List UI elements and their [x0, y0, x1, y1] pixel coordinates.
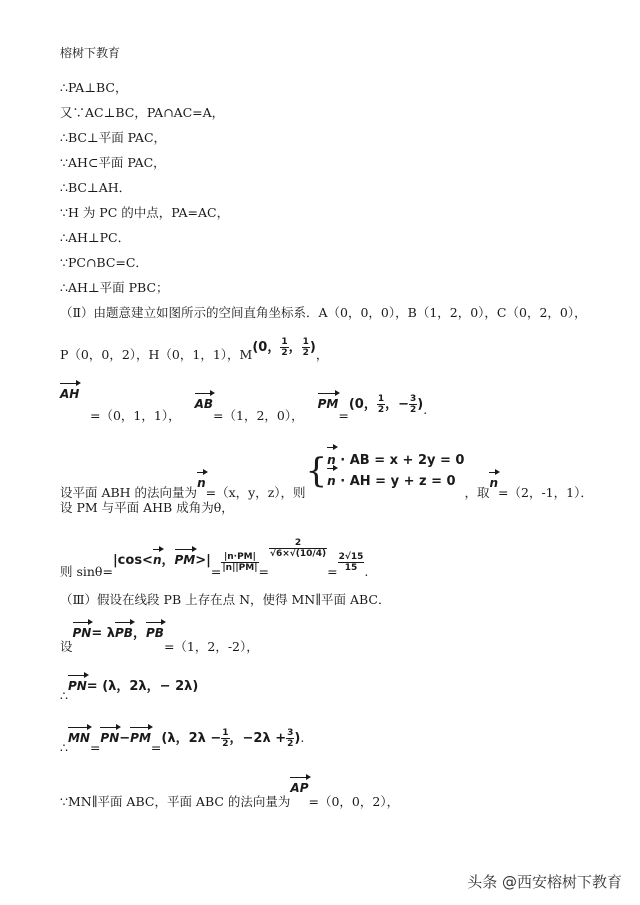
- system-brace: {: [305, 451, 328, 491]
- plane-normal-line: ∵MN∥平面 ABC，平面 ABC 的法向量为AP=（0，0，2），: [60, 781, 400, 809]
- proof-line-6: ∵H 为 PC 的中点，PA=AC，: [60, 205, 230, 220]
- vector-pn-line: 设PN= λPB，PB=（1，2，-2），: [60, 626, 259, 654]
- fraction-half: $\frac{1}{2}$: [377, 394, 385, 415]
- result-fraction: $\frac{2√15}{15}$: [338, 552, 364, 573]
- brand-header: 榕树下教育: [60, 46, 121, 60]
- fraction-three-half: $\frac{3}{2}$: [410, 394, 417, 415]
- proof-line-1: ∴PA⊥BC，: [60, 80, 128, 95]
- vector-pb: PB: [115, 626, 133, 640]
- vector-mn: MN: [67, 731, 90, 745]
- vector-pm: PM: [317, 397, 339, 411]
- vector-ah: AH: [60, 387, 80, 401]
- vector-pn: PN: [72, 626, 92, 640]
- vector-values-line-2: =（0，1，1），AB=（1，2，0），PM=(0， $\frac{1}{2}$ ，− $\frac{3}{2}$ ).: [90, 394, 428, 423]
- cos-fraction: $\frac{|n\cdot PM|}{|n||PM|}$: [222, 552, 258, 573]
- pn-result-line: ∴PN= (λ，2λ，− 2λ): [60, 679, 199, 703]
- angle-definition: 设 PM 与平面 AHB 成角为θ，: [60, 500, 234, 515]
- proof-line-2: 又∵AC⊥BC，PA∩AC=A，: [60, 105, 225, 120]
- proof-line-8: ∵PC∩BC=C．: [60, 255, 148, 270]
- m-coord-open: (0，: [252, 340, 281, 355]
- proof-line-4: ∵AH⊂平面 PAC，: [60, 155, 166, 170]
- fraction-half: $\frac{1}{2}$: [302, 337, 309, 358]
- normal-vector-line: 设平面 ABH 的法向量为n=（x，y，z），则{ n · AB = x + 2y = 0 n · AH = y + z = 0 ，取n=（2，-1，1）．: [60, 451, 593, 500]
- vector-ap: AP: [290, 781, 309, 795]
- value-fraction: $\frac{2}{√6\times√(10/4)}$: [269, 538, 327, 559]
- part-2-intro: （Ⅱ）由题意建立如图所示的空间直角坐标系．A（0，0，0），B（1，2，0），C（0，2，0），: [60, 305, 587, 320]
- vector-n: n: [197, 475, 206, 490]
- vector-values-line: [60, 387, 80, 408]
- fraction-half: $\frac{1}{2}$: [281, 337, 288, 358]
- proof-line-3: ∴BC⊥平面 PAC，: [60, 130, 167, 145]
- equation-system: n · AB = x + 2y = 0 n · AH = y + z = 0: [327, 450, 464, 492]
- watermark: 头条 @西安榕树下教育: [467, 873, 622, 891]
- coordinates-line: P（0，0，2），H（0，1，1），M(0， $\frac{1}{2}$ ， $\frac{1}{2}$ )，: [60, 337, 329, 362]
- fraction-three-half: $\frac{3}{2}$: [287, 728, 294, 749]
- vector-ab: AB: [194, 397, 214, 411]
- fraction-half: $\frac{1}{2}$: [222, 728, 229, 749]
- mn-line: ∴MN=PN−PM=(λ，2λ − $\frac{1}{2}$ ，−2λ + $\frac{3}{2}$ ).: [60, 728, 305, 755]
- proof-line-7: ∴AH⊥PC．: [60, 230, 131, 245]
- proof-line-9: ∴AH⊥平面 PBC；: [60, 280, 169, 295]
- sine-formula-line: 则 sinθ=|cos<n，PM>|= $\frac{|n\cdot PM|}{|n||PM|}$ = $\frac{2}{√6\times√(10/4)}$ = $\frac{2√15}{15}$ .: [60, 538, 369, 579]
- coords-text: P（0，0，2），H（0，1，1），M: [60, 347, 253, 362]
- proof-line-5: ∴BC⊥AH．: [60, 180, 132, 195]
- part-3-intro: （Ⅲ）假设在线段 PB 上存在点 N，使得 MN∥平面 ABC．: [60, 592, 391, 607]
